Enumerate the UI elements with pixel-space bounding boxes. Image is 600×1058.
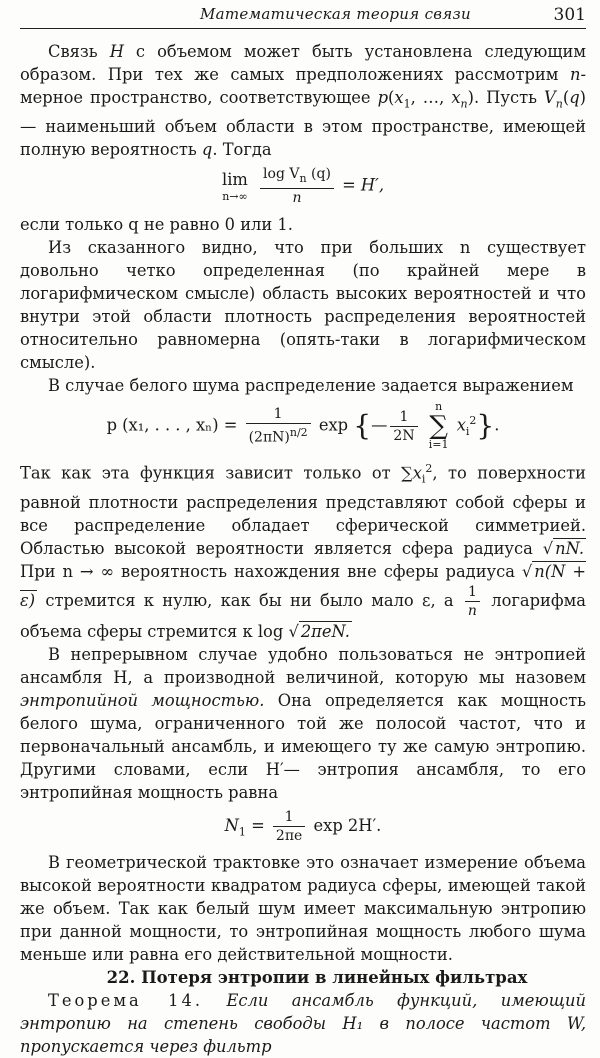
paragraph-2: если только q не равно 0 или 1. [20,215,293,235]
theorem-14: Теорема 14. Если ансамбль функций, имеющий энтропию на степень свободы H₁ в полосе частот W, пропускается через фильтр [20,990,586,1056]
paragraph-1: Связь H с объемом может быть установлена следующим образом. При тех же самых предположениях рассмотрим n-мерное пространство, соответствующее $p(x_1$, …, $x_n$). Пусть $V_n(q)$ — наименьший объем области в этом пространстве, имеющей полную вероятность q. Тогда [20,42,587,160]
running-header [20,2,586,28]
equation-entropy-power: $N_1$ = $\frac{1}{2\pi e}$ exp 2H′. [224,808,382,844]
paragraph-3: Из сказанного видно, что при больших n существует довольно четко определенная (по крайней мере в логарифмическом смысле) область высоких вероятностей и что внутри этой области плотность распределения вероятностей относительно равномерна (опять-таки в логарифмическом смысле). [20,238,586,373]
page-number: 301 [553,5,586,25]
page [20,0,587,1056]
paragraph-6: В непрерывном случае удобно пользоваться не энтропией ансамбля H, а производной величиной, которую мы назовем энтропийной мощностью. Она определяется как мощность белого шума, ограниченного той же полосой частот, что и первоначальный ансамбль, и имеющего ту же самую энтропию. Другими словами, если H′— энтропия ансамбля, то его энтропийная мощность равна [20,644,586,802]
header-rule [20,28,586,29]
paragraph-5: Так как эта функция зависит только от $\sum x_i^2$, то поверхности равной плотности распределения представляют собой сферы и все распределение обладает сферической симметрией. Областью высокой вероятности является сфера радиуса √ nN. При n → ∞ вероятность нахождения вне сферы радиуса √ n(N + ε) стремится к нулю, как бы ни было мало ε, а $\frac{1}{n}$ логарифма объема сферы стремится к log √ 2πeN. [20,462,586,641]
paragraph-4: В случае белого шума распределение задается выражением [48,376,574,396]
section-heading: 22. Потеря энтропии в линейных фильтрах [106,967,528,987]
paragraph-7: В геометрической трактовке это означает измерение объема высокой вероятности квадратом радиуса сферы, имеющей такой же объем. Так как белый шум имеет максимальную энтропию при данной мощности, то энтропийная мощность любого шума меньше или равна его действительной мощности. [20,852,586,964]
equation-limit: lim n→∞ $\frac{\log V_n (q)}{n}$ = H′, [222,166,384,207]
body-text [20,40,586,1058]
running-title: Математическая теория связи [200,5,471,23]
equation-white-noise: p (x₁, . . . , xₙ) = $\frac{1}{(2\pi N)^{n/2}}$ exp {— $\frac{1}{2N}$ n ∑ i=1 $x_i^2$}. [106,400,500,452]
